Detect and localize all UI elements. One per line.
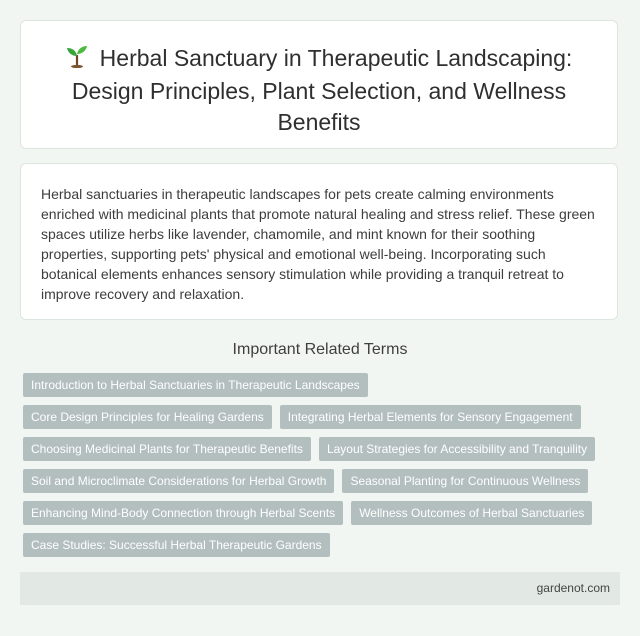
page-title [21, 21, 617, 138]
tag-row [23, 469, 623, 493]
related-term-tag[interactable]: Wellness Outcomes of Herbal Sanctuaries [351, 501, 592, 525]
related-term-tag[interactable]: Introduction to Herbal Sanctuaries in Therapeutic Landscapes [23, 373, 368, 397]
related-terms-heading: Important Related Terms [232, 341, 408, 358]
description-card [20, 163, 618, 320]
related-term-tag[interactable]: Choosing Medicinal Plants for Therapeutic Benefits [23, 437, 311, 461]
title-text: Herbal Sanctuary in Therapeutic Landscaping: Design Principles, Plant Selection, and Wellness Benefits [71, 45, 573, 135]
related-term-tag[interactable]: Seasonal Planting for Continuous Wellness [342, 469, 588, 493]
related-term-tag[interactable]: Soil and Microclimate Considerations for Herbal Growth [23, 469, 334, 493]
site-link[interactable]: gardenot.com [536, 581, 610, 595]
related-terms-list [23, 373, 623, 565]
related-term-tag[interactable]: Enhancing Mind-Body Connection through Herbal Scents [23, 501, 343, 525]
tag-row [23, 501, 623, 525]
tag-row [23, 405, 623, 429]
tag-row [23, 373, 623, 397]
related-term-tag[interactable]: Case Studies: Successful Herbal Therapeutic Gardens [23, 533, 330, 557]
tag-row [23, 437, 623, 461]
tag-row [23, 533, 623, 557]
related-term-tag[interactable]: Layout Strategies for Accessibility and Tranquility [319, 437, 595, 461]
seedling-icon [66, 44, 88, 76]
related-term-tag[interactable]: Core Design Principles for Healing Gardens [23, 405, 272, 429]
footer [20, 572, 620, 605]
related-term-tag[interactable]: Integrating Herbal Elements for Sensory Engagement [280, 405, 581, 429]
title-card [20, 20, 618, 149]
description-text: Herbal sanctuaries in therapeutic landscapes for pets create calming environments enriched with medicinal plants that promote natural healing and stress relief. These green spaces utilize herbs like lavender, chamomile, and mint known for their soothing properties, supporting pets' physical and emotional well-being. Incorporating such botanical elements enhances sensory stimulation while providing a tranquil retreat to improve recovery and relaxation. [41, 186, 595, 302]
